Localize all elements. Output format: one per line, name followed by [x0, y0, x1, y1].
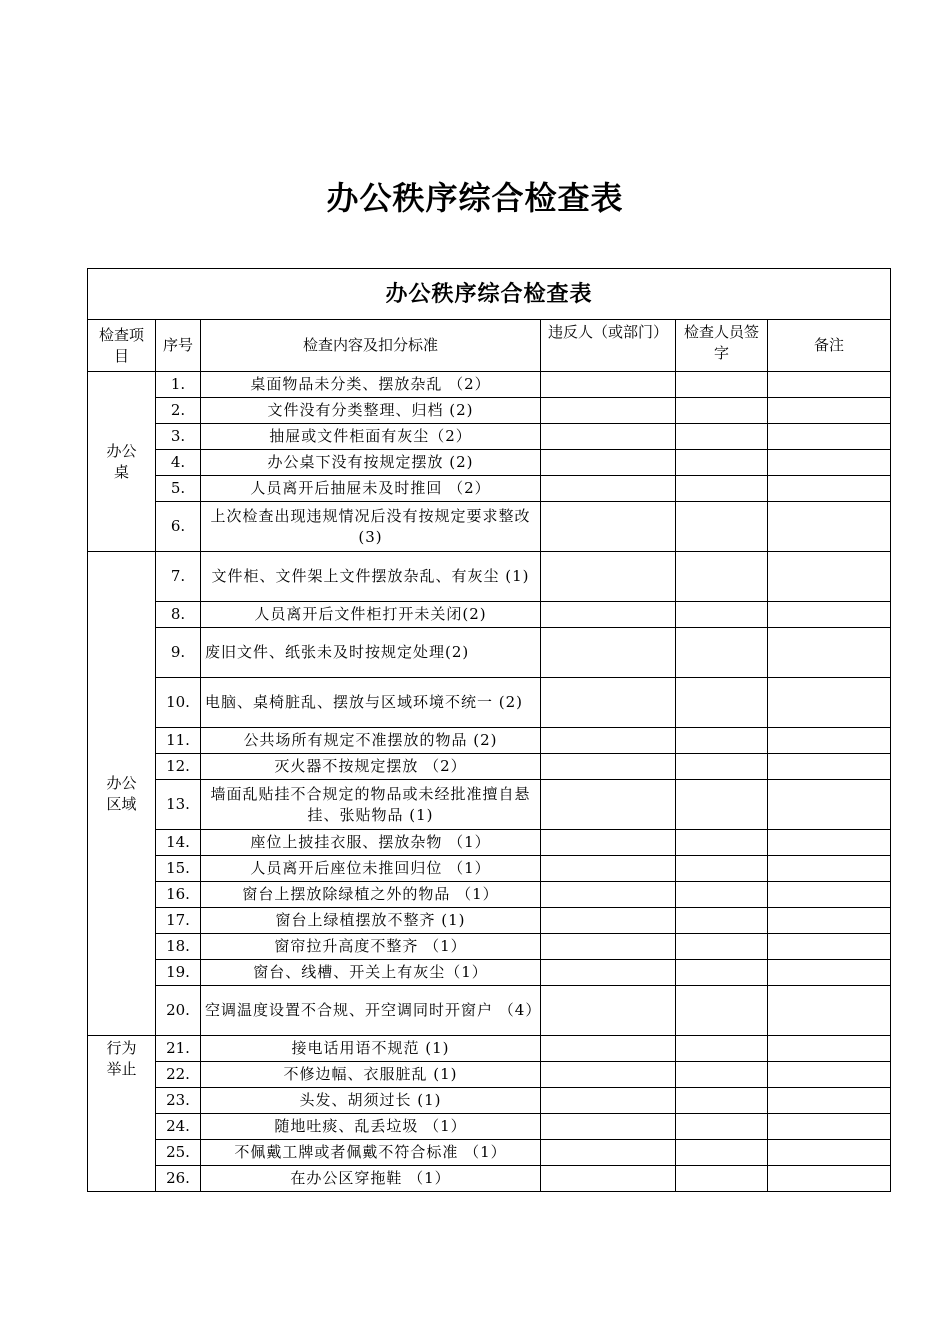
- violator-cell[interactable]: [541, 678, 676, 728]
- signature-cell[interactable]: [676, 1166, 768, 1192]
- table-row: [88, 754, 891, 780]
- signature-cell[interactable]: [676, 1036, 768, 1062]
- violator-cell[interactable]: [541, 728, 676, 754]
- table-row: [88, 628, 891, 678]
- item-number: 9.: [156, 628, 201, 678]
- item-number: 20.: [156, 986, 201, 1036]
- header-content: 检查内容及扣分标准: [201, 320, 541, 372]
- remarks-cell[interactable]: [768, 476, 891, 502]
- item-content: 座位上披挂衣服、摆放杂物 （1）: [201, 830, 541, 856]
- signature-cell[interactable]: [676, 678, 768, 728]
- signature-cell[interactable]: [676, 372, 768, 398]
- signature-cell[interactable]: [676, 502, 768, 552]
- table-row: [88, 908, 891, 934]
- table-row: [88, 502, 891, 552]
- item-content: 办公桌下没有按规定摆放 (2): [201, 450, 541, 476]
- violator-cell[interactable]: [541, 1140, 676, 1166]
- item-content: 随地吐痰、乱丢垃圾 （1）: [201, 1114, 541, 1140]
- signature-cell[interactable]: [676, 1088, 768, 1114]
- remarks-cell[interactable]: [768, 372, 891, 398]
- violator-cell[interactable]: [541, 934, 676, 960]
- item-content: 灭火器不按规定摆放 （2）: [201, 754, 541, 780]
- table-row: [88, 986, 891, 1036]
- table-row: [88, 960, 891, 986]
- item-content: 人员离开后文件柜打开未关闭(2): [201, 602, 541, 628]
- remarks-cell[interactable]: [768, 1088, 891, 1114]
- item-content: 桌面物品未分类、摆放杂乱 （2）: [201, 372, 541, 398]
- item-content: 人员离开后座位未推回归位 （1）: [201, 856, 541, 882]
- remarks-cell[interactable]: [768, 1114, 891, 1140]
- remarks-cell[interactable]: [768, 450, 891, 476]
- remarks-cell[interactable]: [768, 628, 891, 678]
- violator-cell[interactable]: [541, 398, 676, 424]
- item-content: 墙面乱贴挂不合规定的物品或未经批准擅自悬挂、张贴物品 (1): [201, 780, 541, 830]
- remarks-cell[interactable]: [768, 1062, 891, 1088]
- violator-cell[interactable]: [541, 502, 676, 552]
- item-number: 3.: [156, 424, 201, 450]
- violator-cell[interactable]: [541, 372, 676, 398]
- remarks-cell[interactable]: [768, 398, 891, 424]
- violator-cell[interactable]: [541, 1062, 676, 1088]
- remarks-cell[interactable]: [768, 856, 891, 882]
- item-content: 废旧文件、纸张未及时按规定处理(2): [201, 628, 541, 678]
- category-cell: 办公桌: [88, 372, 156, 552]
- item-content: 接电话用语不规范 (1): [201, 1036, 541, 1062]
- violator-cell[interactable]: [541, 1088, 676, 1114]
- inspection-table: [87, 268, 891, 1192]
- table-row: [88, 398, 891, 424]
- item-number: 23.: [156, 1088, 201, 1114]
- remarks-cell[interactable]: [768, 934, 891, 960]
- signature-cell[interactable]: [676, 856, 768, 882]
- remarks-cell[interactable]: [768, 780, 891, 830]
- remarks-cell[interactable]: [768, 552, 891, 602]
- table-row: [88, 1114, 891, 1140]
- violator-cell[interactable]: [541, 1036, 676, 1062]
- table-row: [88, 424, 891, 450]
- item-number: 15.: [156, 856, 201, 882]
- item-number: 5.: [156, 476, 201, 502]
- remarks-cell[interactable]: [768, 502, 891, 552]
- item-number: 1.: [156, 372, 201, 398]
- item-number: 26.: [156, 1166, 201, 1192]
- category-cell: 行为举止: [88, 1036, 156, 1192]
- signature-cell[interactable]: [676, 424, 768, 450]
- header-signature: 检查人员签字: [676, 320, 768, 372]
- item-content: 文件柜、文件架上文件摆放杂乱、有灰尘 (1): [201, 552, 541, 602]
- table-row: [88, 1088, 891, 1114]
- item-number: 2.: [156, 398, 201, 424]
- remarks-cell[interactable]: [768, 960, 891, 986]
- item-number: 24.: [156, 1114, 201, 1140]
- item-number: 17.: [156, 908, 201, 934]
- item-number: 25.: [156, 1140, 201, 1166]
- table-row: [88, 372, 891, 398]
- signature-cell[interactable]: [676, 960, 768, 986]
- item-content: 在办公区穿拖鞋 （1）: [201, 1166, 541, 1192]
- table-row: [88, 830, 891, 856]
- table-row: [88, 780, 891, 830]
- item-number: 7.: [156, 552, 201, 602]
- violator-cell[interactable]: [541, 754, 676, 780]
- header-remarks: 备注: [768, 320, 891, 372]
- table-row: [88, 552, 891, 602]
- violator-cell[interactable]: [541, 1114, 676, 1140]
- remarks-cell[interactable]: [768, 424, 891, 450]
- signature-cell[interactable]: [676, 1062, 768, 1088]
- table-row: [88, 1140, 891, 1166]
- signature-cell[interactable]: [676, 908, 768, 934]
- violator-cell[interactable]: [541, 424, 676, 450]
- item-content: 空调温度设置不合规、开空调同时开窗户 （4）: [201, 986, 541, 1036]
- signature-cell[interactable]: [676, 882, 768, 908]
- item-content: 窗台上摆放除绿植之外的物品 （1）: [201, 882, 541, 908]
- remarks-cell[interactable]: [768, 908, 891, 934]
- item-content: 窗台上绿植摆放不整齐 (1): [201, 908, 541, 934]
- signature-cell[interactable]: [676, 476, 768, 502]
- violator-cell[interactable]: [541, 1166, 676, 1192]
- signature-cell[interactable]: [676, 780, 768, 830]
- table-row: [88, 450, 891, 476]
- violator-cell[interactable]: [541, 780, 676, 830]
- table-row: [88, 882, 891, 908]
- item-number: 6.: [156, 502, 201, 552]
- violator-cell[interactable]: [541, 476, 676, 502]
- signature-cell[interactable]: [676, 1114, 768, 1140]
- violator-cell[interactable]: [541, 960, 676, 986]
- table-row: [88, 934, 891, 960]
- item-number: 14.: [156, 830, 201, 856]
- signature-cell[interactable]: [676, 1140, 768, 1166]
- violator-cell[interactable]: [541, 450, 676, 476]
- item-content: 公共场所有规定不准摆放的物品 (2): [201, 728, 541, 754]
- item-number: 18.: [156, 934, 201, 960]
- item-number: 10.: [156, 678, 201, 728]
- signature-cell[interactable]: [676, 398, 768, 424]
- table-row: [88, 1166, 891, 1192]
- item-number: 8.: [156, 602, 201, 628]
- remarks-cell[interactable]: [768, 602, 891, 628]
- item-number: 21.: [156, 1036, 201, 1062]
- remarks-cell[interactable]: [768, 1036, 891, 1062]
- signature-cell[interactable]: [676, 602, 768, 628]
- item-content: 人员离开后抽屉未及时推回 （2）: [201, 476, 541, 502]
- item-content: 电脑、桌椅脏乱、摆放与区域环境不统一 (2): [201, 678, 541, 728]
- signature-cell[interactable]: [676, 552, 768, 602]
- item-number: 4.: [156, 450, 201, 476]
- remarks-cell[interactable]: [768, 1166, 891, 1192]
- item-content: 窗帘拉升高度不整齐 （1）: [201, 934, 541, 960]
- header-row: [88, 320, 891, 372]
- remarks-cell[interactable]: [768, 1140, 891, 1166]
- table-row: [88, 602, 891, 628]
- signature-cell[interactable]: [676, 754, 768, 780]
- item-number: 22.: [156, 1062, 201, 1088]
- item-content: 不佩戴工牌或者佩戴不符合标准 （1）: [201, 1140, 541, 1166]
- signature-cell[interactable]: [676, 934, 768, 960]
- item-content: 头发、胡须过长 (1): [201, 1088, 541, 1114]
- signature-cell[interactable]: [676, 450, 768, 476]
- item-content: 不修边幅、衣服脏乱 (1): [201, 1062, 541, 1088]
- table-title: 办公秩序综合检查表: [88, 269, 891, 320]
- table-row: [88, 476, 891, 502]
- violator-cell[interactable]: [541, 830, 676, 856]
- signature-cell[interactable]: [676, 728, 768, 754]
- table-row: [88, 856, 891, 882]
- violator-cell[interactable]: [541, 628, 676, 678]
- item-content: 窗台、线槽、开关上有灰尘（1）: [201, 960, 541, 986]
- remarks-cell[interactable]: [768, 830, 891, 856]
- table-row: [88, 728, 891, 754]
- signature-cell[interactable]: [676, 628, 768, 678]
- header-number: 序号: [156, 320, 201, 372]
- signature-cell[interactable]: [676, 830, 768, 856]
- item-number: 13.: [156, 780, 201, 830]
- item-content: 上次检查出现违规情况后没有按规定要求整改 (3): [201, 502, 541, 552]
- remarks-cell[interactable]: [768, 728, 891, 754]
- violator-cell[interactable]: [541, 856, 676, 882]
- violator-cell[interactable]: [541, 552, 676, 602]
- remarks-cell[interactable]: [768, 754, 891, 780]
- document-title: 办公秩序综合检查表: [326, 179, 624, 217]
- item-number: 11.: [156, 728, 201, 754]
- item-number: 16.: [156, 882, 201, 908]
- header-category: 检查项目: [88, 320, 156, 372]
- violator-cell[interactable]: [541, 602, 676, 628]
- item-content: 文件没有分类整理、归档 (2): [201, 398, 541, 424]
- table-row: [88, 1062, 891, 1088]
- violator-cell[interactable]: [541, 882, 676, 908]
- violator-cell[interactable]: [541, 908, 676, 934]
- table-row: [88, 678, 891, 728]
- remarks-cell[interactable]: [768, 986, 891, 1036]
- remarks-cell[interactable]: [768, 882, 891, 908]
- violator-cell[interactable]: [541, 986, 676, 1036]
- header-violator: 违反人（或部门）: [541, 320, 676, 372]
- item-content: 抽屉或文件柜面有灰尘（2）: [201, 424, 541, 450]
- item-number: 12.: [156, 754, 201, 780]
- signature-cell[interactable]: [676, 986, 768, 1036]
- category-cell: 办公区域: [88, 552, 156, 1036]
- table-row: [88, 1036, 891, 1062]
- remarks-cell[interactable]: [768, 678, 891, 728]
- item-number: 19.: [156, 960, 201, 986]
